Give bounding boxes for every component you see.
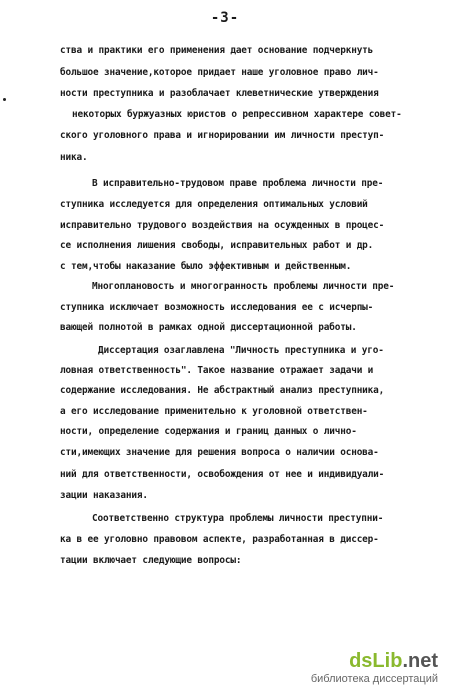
text-line: Соответственно структура проблемы личности преступни- — [92, 513, 384, 524]
text-line: вающей полнотой в рамках одной диссертационной работы. — [60, 322, 357, 333]
text-line: содержание исследования. Не абстрактный анализ преступника, — [60, 385, 385, 396]
text-line: ний для ответственности, освобождения от нее и индивидуали- — [60, 469, 385, 480]
margin-mark — [3, 98, 6, 101]
text-line: ства и практики его применения дает основание подчеркнуть — [60, 45, 374, 56]
watermark-logo: dsLib.net — [349, 650, 438, 672]
text-line: зации наказания. — [60, 490, 148, 501]
text-line: Многоплановость и многогранность проблемы личности пре- — [92, 281, 395, 292]
text-line: некоторых буржуазных юристов о репрессивном характере совет- — [72, 109, 402, 120]
text-line: с тем,чтобы наказание было эффективным и действенным. — [60, 261, 352, 272]
text-line: большое значение,которое придает наше уголовное право лич- — [60, 67, 379, 78]
text-line: В исправительно-трудовом праве проблема личности пре- — [92, 178, 384, 189]
text-line: ка в ее уголовно правовом аспекте, разработанная в диссер- — [60, 534, 379, 545]
site-watermark[interactable] — [311, 650, 438, 685]
text-line: се исполнения лишения свободы, исправительных работ и др. — [60, 240, 374, 251]
text-line: исправительно трудового воздействия на осужденных в процес- — [60, 220, 385, 231]
watermark-subtitle: библиотека диссертаций — [310, 673, 438, 685]
text-line: тации включает следующие вопросы: — [60, 555, 242, 566]
text-line: ского уголовного права и игнорировании им личности преступ- — [60, 130, 385, 141]
text-line: Диссертация озаглавлена "Личность преступника и уго- — [98, 345, 384, 356]
text-line: сти,имеющих значение для решения вопроса о наличии основа- — [60, 447, 379, 458]
text-line: ловная ответственность". Такое название отражает задачи и — [60, 365, 374, 376]
text-line: ступника исследуется для определения оптимальных условий — [60, 199, 368, 210]
text-line: ника. — [60, 152, 88, 163]
text-line: ступника исключает возможность исследования ее с исчерпы- — [60, 302, 374, 313]
text-line: ности, определение содержания и границ данных о лично- — [60, 426, 357, 437]
text-line: ности преступника и разоблачает клеветнические утверждения — [60, 88, 379, 99]
page-number: -3- — [210, 10, 240, 26]
text-line: а его исследование применительно к уголовной ответствен- — [60, 406, 368, 417]
